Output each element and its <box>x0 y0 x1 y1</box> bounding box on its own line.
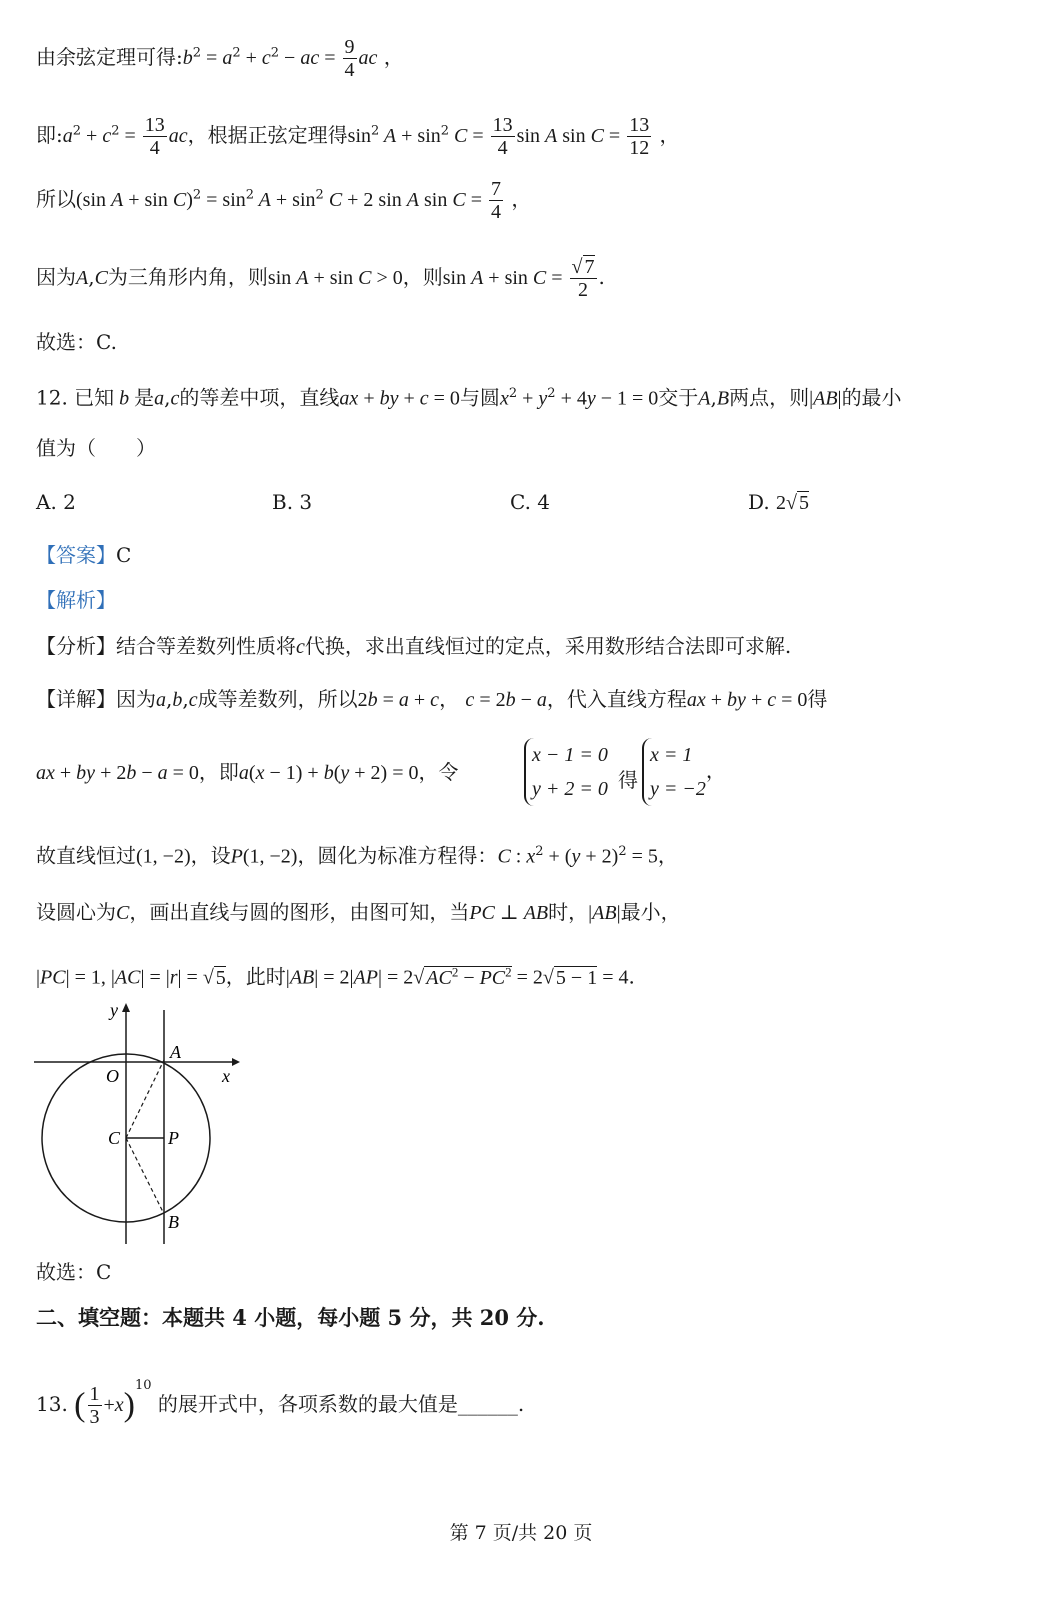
line-cosine-law: 由余弦定理可得$:b^2 = a^2 + c^2$ − ac = $\frac{9}{4}$ ac ， <box>36 36 404 81</box>
label-b: B <box>168 1212 179 1232</box>
y-axis-arrow-icon <box>122 1003 130 1012</box>
text: 是 <box>134 385 155 410</box>
detail-line-1: 【详解】因为a,b,c成等差数列，所以2b = a + c， c = 2b − a，代入直线方程ax + by + c = 0得 <box>36 687 828 711</box>
option-d: D. 2√ 5 <box>748 490 810 514</box>
system-solution: x = 1 y = −2 ， <box>642 738 726 806</box>
text: ，圆化为标准方程得： <box>297 843 498 868</box>
text: 的等差中项，直线 <box>179 385 340 410</box>
text: ，令 <box>418 760 459 784</box>
segment-cb <box>126 1138 164 1214</box>
text: 得 <box>618 768 638 792</box>
option-a: A. 2 <box>36 490 76 514</box>
text: 所以 <box>36 187 76 211</box>
text: 得 <box>807 687 828 711</box>
page-footer: 第 7 页/共 20 页 <box>449 1522 593 1544</box>
label-p: P <box>168 1128 179 1148</box>
text: ，即 <box>198 760 239 784</box>
text: 的最小 <box>841 385 902 410</box>
text: 因为 <box>36 265 76 289</box>
x-axis-arrow-icon <box>232 1058 240 1066</box>
line-square-sum: 所以(sin $A + \sin C)^2 = \sin^2 A + \sin^2 C + 2$ sin A sin C = $\frac{7}{4}$ ， <box>36 178 532 223</box>
text: 两点，则 <box>729 385 810 410</box>
option-c: C. 4 <box>510 490 551 514</box>
text: ，此时 <box>225 964 286 989</box>
text: 成等差数列，所以 <box>197 687 358 711</box>
option-b: B. 3 <box>272 490 313 514</box>
text: 交于 <box>658 385 699 410</box>
text: ，则 <box>402 265 443 289</box>
text: 最小， <box>620 900 681 924</box>
detail-line-4: 设圆心为C，画出直线与圆的图形，由图可知，当PC ⊥ AB时，|AB|最小， <box>36 900 681 924</box>
detail-line-2: ax + by + 2b − a = 0，即a(x − 1) + b(y + 2) = 0，令 <box>36 760 459 784</box>
analysis-tag: 【解析】 <box>36 588 116 612</box>
question-number: 13. <box>36 1392 68 1416</box>
text: 即: <box>36 123 63 147</box>
fenxi-line: 【分析】结合等差数列性质将c代换，求出直线恒过的定点，采用数形结合法即可求解. <box>36 634 792 658</box>
text: 由余弦定理可得: <box>36 45 183 69</box>
question-12-stem-cont: 值为（ ） <box>36 436 156 460</box>
text: ，根据正弦定理得 <box>187 123 348 147</box>
final-choice: 故选：C <box>36 1260 112 1284</box>
label-o: O <box>106 1066 119 1086</box>
text: ，画出直线与圆的图形，由图可知，当 <box>129 900 470 924</box>
line-sine-law: 即$:a^2 + c^2$ = $\frac{13}{4}$ ac，根据正弦定理得$\sin^2 A + \sin^2 C$ = $\frac{13}{4}$ sin A sin C = $\frac{13}{12}$ ， <box>36 114 680 159</box>
text: 时， <box>548 900 589 924</box>
question-13: 13. ( $\frac{1}{3}$ +x)$^{10}$ 的展开式中，各项系数的最大值是______. <box>36 1378 525 1428</box>
text: 为三角形内角，则 <box>107 265 268 289</box>
answer-value: C <box>116 543 132 567</box>
answer-line <box>36 541 131 569</box>
answer-tag: 【答案】 <box>36 543 116 567</box>
system-equations: x − 1 = 0 y + 2 = 0 <box>524 738 608 806</box>
text: ，代入直线方程 <box>546 687 687 711</box>
detail-line-5: |PC| = 1, |AC| = |r| = √ 5，此时|AB| = 2|AP| = 2√ $AC^2 - PC^2 = 2√$ 5 − 1 = 4. <box>36 964 635 989</box>
text: 已知 <box>74 385 115 410</box>
text: 【分析】结合等差数列性质将 <box>36 634 296 658</box>
choice-line: 故选：C. <box>36 330 117 354</box>
text: 因为 <box>116 687 156 711</box>
text: ，设 <box>190 843 231 868</box>
section-heading: 二、填空题：本题共 4 小题，每小题 5 分，共 20 分. <box>36 1305 545 1330</box>
label-a: A <box>170 1042 181 1062</box>
label-c: C <box>108 1128 121 1148</box>
question-number: 12. <box>36 385 68 410</box>
question-12-stem: 12. 已知 b 是a,c的等差中项，直线ax + by + c = 0与圆$x^2 + y^2 + 4y - 1 = 0$交于A,B两点，则|AB|的最小 <box>36 385 902 410</box>
circle-line-figure <box>30 998 250 1248</box>
text: 的展开式中，各项系数的最大值是______. <box>157 1392 525 1416</box>
line-conclusion: 因为A,C为三角形内角，则sin A + sin C > 0，则sin A + sin C = $\frac{√ 7}{2}$ . <box>36 256 605 301</box>
label-x: x <box>222 1066 230 1086</box>
segment-ca <box>126 1060 164 1138</box>
text: 故直线恒过 <box>36 843 136 868</box>
detail-line-3: 故直线恒过(1, −2)，设P(1, −2)，圆化为标准方程得：C : $x^2 + (y + 2)^2 = 5$， <box>36 843 678 868</box>
text: 与圆 <box>459 385 500 410</box>
text: 设圆心为 <box>36 900 116 924</box>
detail-tag: 【详解】 <box>36 687 116 711</box>
text: 代换，求出直线恒过的定点，采用数形结合法即可求解. <box>304 634 792 658</box>
label-y: y <box>110 1000 118 1020</box>
